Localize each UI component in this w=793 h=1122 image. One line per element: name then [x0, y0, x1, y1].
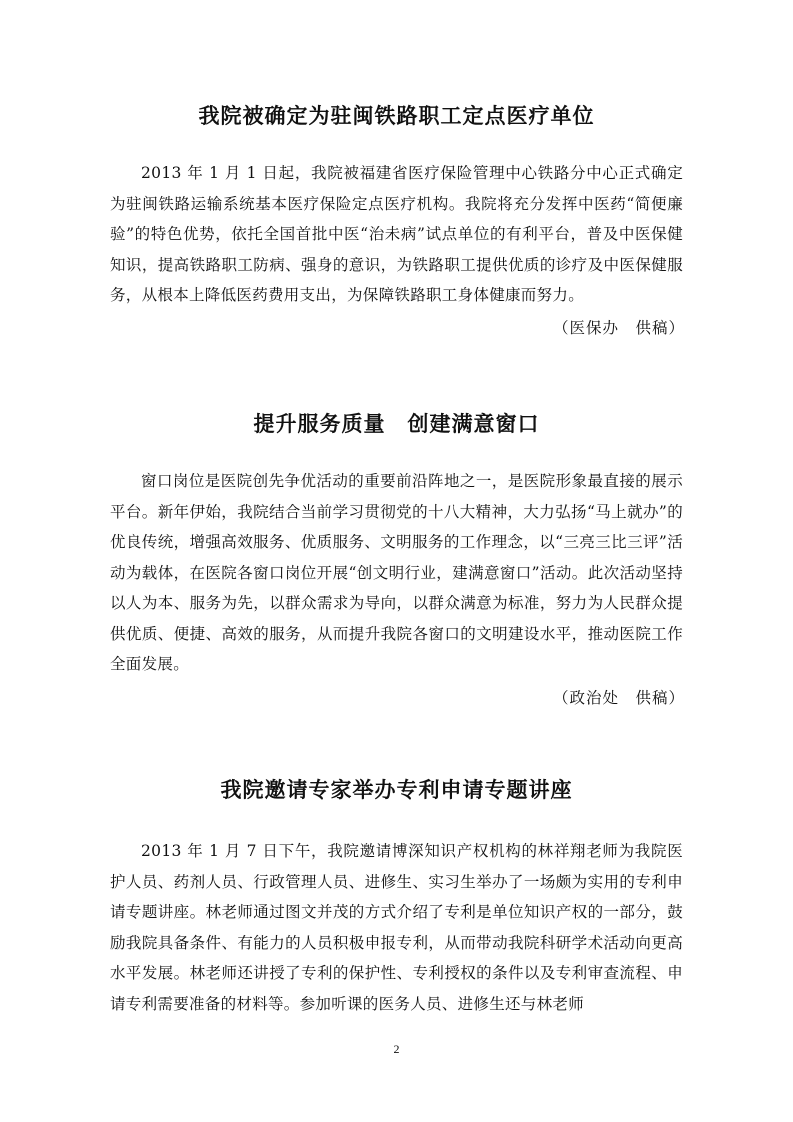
article-1-source: （医保办 供稿） — [552, 319, 685, 337]
article-3-title: 我院邀请专家举办专利申请专题讲座 — [220, 778, 573, 802]
article-1-title: 我院被确定为驻闽铁路职工定点医疗单位 — [198, 104, 595, 128]
article-1-body: 2013 年 1 月 1 日起，我院被福建省医疗保险管理中心铁路分中心正式确定为驻闽铁路运输系统基本医疗保险定点医疗机构。我院将充分发挥中医药“简便廉验”的特色优势，依托全国首批中医“治未病”试点单位的有利平台，普及中医保健知识，提高铁路职工防病、强身的意识，为铁路职工提供优质的诊疗及中医保健服务，从根本上降低医药费用支出，为保障铁路职工身体健康而努力。 — [110, 164, 683, 304]
article-3-body: 2013 年 1 月 7 日下午，我院邀请博深知识产权机构的林祥翔老师为我院医护人员、药剂人员、行政管理人员、进修生、实习生举办了一场颇为实用的专利申请专题讲座。林老师通过图文并茂的方式介绍了专利是单位知识产权的一部分，鼓励我院具备条件、有能力的人员积极申报专利，从而带动我院科研学术活动向更高水平发展。林老师还讲授了专利的保护性、专利授权的条件以及专利审查流程、申请专利需要准备的材料等。参加听课的医务人员、进修生还与林老师 — [110, 842, 683, 1013]
article-2-source: （政治处 供稿） — [552, 689, 685, 707]
article-2-body: 窗口岗位是医院创先争优活动的重要前沿阵地之一，是医院形象最直接的展示平台。新年伊始，我院结合当前学习贯彻党的十八大精神，大力弘扬“马上就办”的优良传统，增强高效服务、优质服务、文明服务的工作理念，以“三亮三比三评”活动为载体，在医院各窗口岗位开展“创文明行业，建满意窗口”活动。此次活动坚持以人为本、服务为先，以群众需求为导向，以群众满意为标准，努力为人民群众提供优质、便捷、高效的服务，从而提升我院各窗口的文明建设水平，推动医院工作全面发展。 — [110, 472, 683, 673]
page-number: 2 — [393, 1042, 400, 1056]
article-2-title: 提升服务质量 创建满意窗口 — [253, 412, 540, 436]
